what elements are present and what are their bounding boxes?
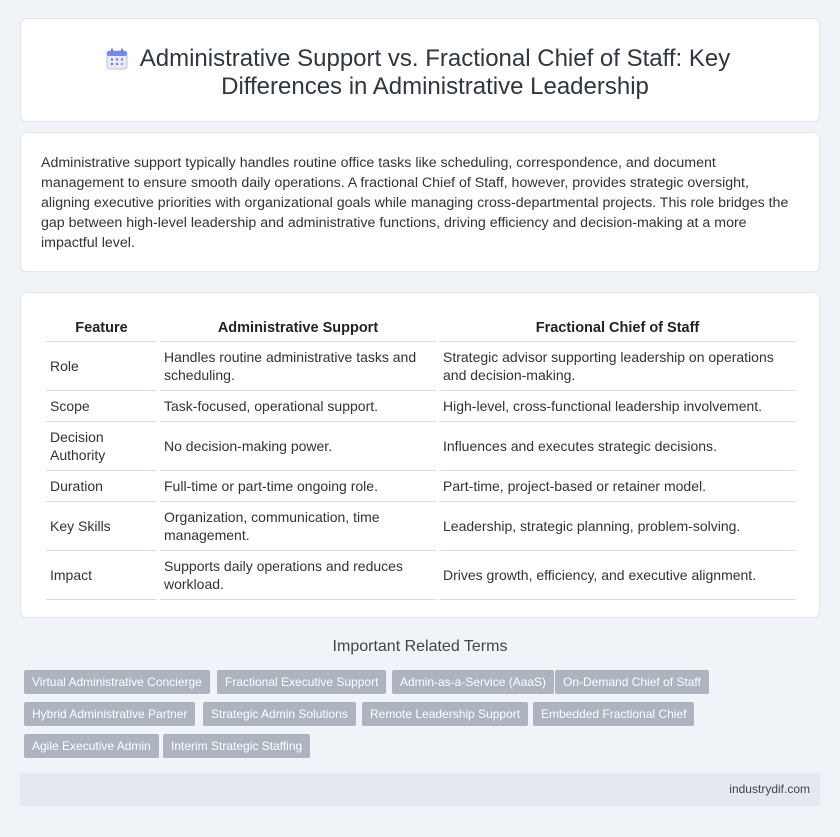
admin-support-cell: Organization, communication, time management. [160, 502, 436, 551]
chief-of-staff-cell: Leadership, strategic planning, problem-solving. [439, 502, 796, 551]
related-term-tag[interactable]: Strategic Admin Solutions [203, 702, 356, 726]
related-term-tag[interactable]: Interim Strategic Staffing [163, 734, 310, 758]
table-row [46, 391, 796, 422]
column-header: Feature [46, 315, 157, 342]
related-term-tag[interactable]: Embedded Fractional Chief [533, 702, 694, 726]
admin-support-cell: Handles routine administrative tasks and scheduling. [160, 342, 436, 391]
table-row [46, 422, 796, 471]
related-term-tag[interactable]: Fractional Executive Support [217, 670, 386, 694]
column-header: Fractional Chief of Staff [439, 315, 796, 342]
admin-support-cell: Full-time or part-time ongoing role. [160, 471, 436, 502]
related-term-tag[interactable]: Remote Leadership Support [362, 702, 528, 726]
page-title: Administrative Support vs. Fractional Chief of Staff: Key Differences in Administrative Leadership [139, 45, 731, 100]
intro-card [20, 132, 820, 272]
feature-cell: Decision Authority [46, 422, 157, 471]
table-row [46, 342, 796, 391]
related-term-tag[interactable]: Admin-as-a-Service (AaaS) [392, 670, 554, 694]
chief-of-staff-cell: Part-time, project-based or retainer model. [439, 471, 796, 502]
table-row [46, 551, 796, 600]
comparison-card [20, 292, 820, 618]
related-term-tag[interactable]: Hybrid Administrative Partner [24, 702, 195, 726]
related-term-tag[interactable]: Virtual Administrative Concierge [24, 670, 210, 694]
admin-support-cell: Supports daily operations and reduces workload. [160, 551, 436, 600]
related-term-tag[interactable]: Agile Executive Admin [24, 734, 159, 758]
comparison-table [43, 315, 799, 600]
related-terms-title: Important Related Terms [332, 638, 508, 655]
footer [20, 773, 820, 806]
admin-support-cell: No decision-making power. [160, 422, 436, 471]
intro-paragraph: Administrative support typically handles routine office tasks like scheduling, correspondence, and document management to ensure smooth daily operations. A fractional Chief of Staff, however, provides strategic oversight, aligning executive priorities with organizational goals while managing cross-departmental projects. This role bridges the gap between high-level leadership and administrative functions, driving efficiency and decision-making at a more impactful level. [41, 155, 789, 251]
column-header: Administrative Support [160, 315, 436, 342]
chief-of-staff-cell: High-level, cross-functional leadership involvement. [439, 391, 796, 422]
table-row [46, 502, 796, 551]
feature-cell: Key Skills [46, 502, 157, 551]
chief-of-staff-cell: Influences and executes strategic decisions. [439, 422, 796, 471]
chief-of-staff-cell: Drives growth, efficiency, and executive alignment. [439, 551, 796, 600]
footer-site-link[interactable]: industrydif.com [729, 782, 810, 796]
table-header-row [46, 315, 796, 342]
feature-cell: Role [46, 342, 157, 391]
chief-of-staff-cell: Strategic advisor supporting leadership on operations and decision-making. [439, 342, 796, 391]
feature-cell: Impact [46, 551, 157, 600]
table-row [46, 471, 796, 502]
admin-support-cell: Task-focused, operational support. [160, 391, 436, 422]
related-term-tag[interactable]: On-Demand Chief of Staff [555, 670, 709, 694]
title-card [20, 18, 820, 122]
feature-cell: Duration [46, 471, 157, 502]
feature-cell: Scope [46, 391, 157, 422]
